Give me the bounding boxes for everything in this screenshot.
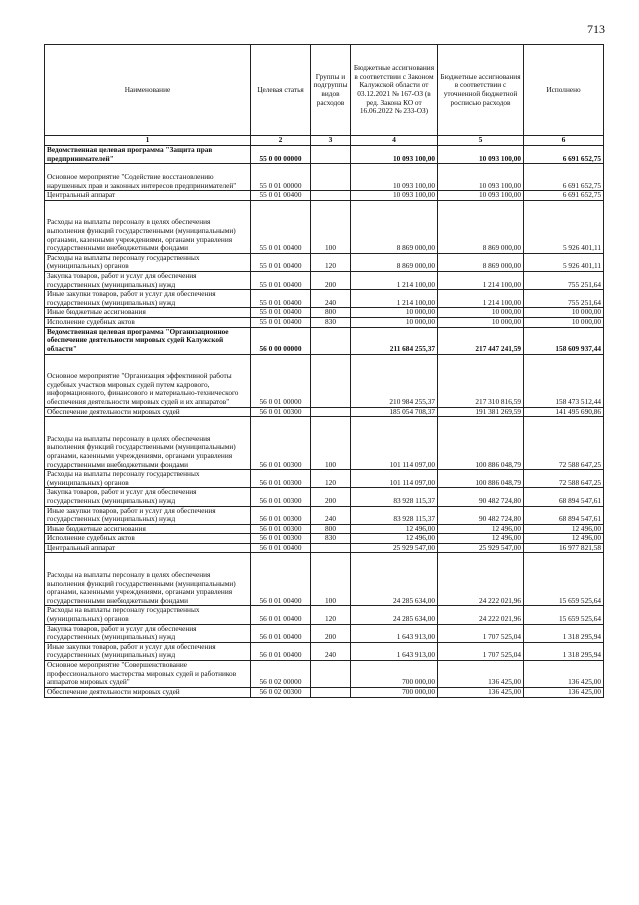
row-executed-amount: 6 691 652,75 [524, 191, 604, 201]
row-law-amount: 8 869 000,00 [351, 253, 438, 271]
row-group: 100 [311, 200, 351, 253]
table-row [45, 624, 604, 642]
header-code: Целевая статья [251, 45, 311, 136]
column-number: 2 [251, 136, 311, 146]
column-number: 3 [311, 136, 351, 146]
row-name: Закупка товаров, работ и услуг для обеспечения государственных (муниципальных) нужд [45, 488, 251, 506]
row-code: 56 0 01 00300 [251, 470, 311, 488]
budget-table [44, 44, 604, 698]
row-group: 830 [311, 317, 351, 327]
table-row [45, 327, 604, 354]
row-refined-amount: 10 093 100,00 [438, 146, 524, 164]
row-group: 200 [311, 271, 351, 289]
row-code: 56 0 01 00300 [251, 488, 311, 506]
table-row [45, 253, 604, 271]
row-law-amount: 211 684 255,37 [351, 327, 438, 354]
row-law-amount: 10 093 100,00 [351, 191, 438, 201]
row-group [311, 327, 351, 354]
row-code: 55 0 01 00400 [251, 317, 311, 327]
row-refined-amount: 8 869 000,00 [438, 253, 524, 271]
row-group: 830 [311, 534, 351, 544]
row-group [311, 661, 351, 688]
row-code: 55 0 01 00400 [251, 308, 311, 318]
row-law-amount: 10 093 100,00 [351, 164, 438, 191]
table-row [45, 191, 604, 201]
row-law-amount: 83 928 115,37 [351, 488, 438, 506]
row-executed-amount: 12 496,00 [524, 524, 604, 534]
row-name: Ведомственная целевая программа "Организационное обеспечение деятельности мировых судей Калужской области" [45, 327, 251, 354]
row-law-amount: 10 000,00 [351, 317, 438, 327]
row-refined-amount: 100 886 048,79 [438, 470, 524, 488]
header-executed: Исполнено [524, 45, 604, 136]
row-refined-amount: 12 496,00 [438, 524, 524, 534]
row-code: 56 0 01 00400 [251, 624, 311, 642]
row-code: 56 0 01 00400 [251, 606, 311, 624]
row-name: Расходы на выплаты персоналу государственных (муниципальных) органов [45, 470, 251, 488]
row-law-amount: 101 114 097,00 [351, 470, 438, 488]
table-row [45, 661, 604, 688]
row-refined-amount: 90 482 724,80 [438, 488, 524, 506]
table-row [45, 354, 604, 407]
row-group [311, 407, 351, 417]
row-name: Закупка товаров, работ и услуг для обеспечения государственных (муниципальных) нужд [45, 271, 251, 289]
row-group: 120 [311, 470, 351, 488]
row-group: 200 [311, 624, 351, 642]
row-executed-amount: 68 894 547,61 [524, 506, 604, 524]
table-row [45, 688, 604, 698]
table-row [45, 488, 604, 506]
row-name: Иные бюджетные ассигнования [45, 524, 251, 534]
row-law-amount: 24 285 634,00 [351, 606, 438, 624]
row-code: 56 0 02 00300 [251, 688, 311, 698]
row-group: 120 [311, 253, 351, 271]
table-row [45, 506, 604, 524]
row-refined-amount: 10 000,00 [438, 317, 524, 327]
row-group [311, 543, 351, 553]
table-row [45, 200, 604, 253]
row-code: 55 0 00 00000 [251, 146, 311, 164]
row-law-amount: 101 114 097,00 [351, 417, 438, 470]
row-executed-amount: 755 251,64 [524, 290, 604, 308]
row-executed-amount: 16 977 821,58 [524, 543, 604, 553]
row-refined-amount: 1 707 525,04 [438, 642, 524, 660]
row-law-amount: 12 496,00 [351, 524, 438, 534]
row-refined-amount: 90 482 724,80 [438, 506, 524, 524]
row-group [311, 146, 351, 164]
row-executed-amount: 141 495 690,86 [524, 407, 604, 417]
table-row [45, 524, 604, 534]
row-refined-amount: 24 222 021,96 [438, 606, 524, 624]
row-group [311, 164, 351, 191]
row-executed-amount: 6 691 652,75 [524, 164, 604, 191]
row-law-amount: 700 000,00 [351, 688, 438, 698]
table-row [45, 642, 604, 660]
row-law-amount: 700 000,00 [351, 661, 438, 688]
header-refined: Бюджетные ассигнования в соответствии с уточненной бюджетной росписью расходов [438, 45, 524, 136]
row-code: 55 0 01 00400 [251, 271, 311, 289]
row-refined-amount: 191 381 269,59 [438, 407, 524, 417]
table-row [45, 417, 604, 470]
row-refined-amount: 217 447 241,59 [438, 327, 524, 354]
row-code: 55 0 01 00000 [251, 164, 311, 191]
row-name: Основное мероприятие "Организация эффективной работы судебных участков мировых судей путем кадрового, информационного, финансового и материально-технического обеспечения деятельности мировых судей и их аппаратов" [45, 354, 251, 407]
row-refined-amount: 217 310 816,59 [438, 354, 524, 407]
row-name: Расходы на выплаты персоналу в целях обеспечения выполнения функций государственными (муниципальными) органами, казенными учреждениями, органами управления государственными внебюджетными фондами [45, 417, 251, 470]
row-code: 55 0 01 00400 [251, 253, 311, 271]
row-law-amount: 1 643 913,00 [351, 624, 438, 642]
row-refined-amount: 10 000,00 [438, 308, 524, 318]
row-name: Иные закупки товаров, работ и услуг для обеспечения государственных (муниципальных) нужд [45, 506, 251, 524]
row-executed-amount: 10 000,00 [524, 317, 604, 327]
table-row [45, 146, 604, 164]
row-name: Центральный аппарат [45, 191, 251, 201]
row-name: Центральный аппарат [45, 543, 251, 553]
table-row [45, 553, 604, 606]
row-group: 100 [311, 553, 351, 606]
table-row [45, 308, 604, 318]
row-executed-amount: 10 000,00 [524, 308, 604, 318]
row-group: 800 [311, 308, 351, 318]
row-law-amount: 10 093 100,00 [351, 146, 438, 164]
row-code: 56 0 00 00000 [251, 327, 311, 354]
header-name: Наименование [45, 45, 251, 136]
header-group: Группы и подгруппы видов расходов [311, 45, 351, 136]
row-law-amount: 1 214 100,00 [351, 271, 438, 289]
row-executed-amount: 6 691 652,75 [524, 146, 604, 164]
row-refined-amount: 100 886 048,79 [438, 417, 524, 470]
row-law-amount: 1 643 913,00 [351, 642, 438, 660]
row-law-amount: 24 285 634,00 [351, 553, 438, 606]
row-executed-amount: 5 926 401,11 [524, 253, 604, 271]
row-refined-amount: 25 929 547,00 [438, 543, 524, 553]
row-law-amount: 210 984 255,37 [351, 354, 438, 407]
row-name: Обеспечение деятельности мировых судей [45, 407, 251, 417]
row-code: 56 0 01 00300 [251, 407, 311, 417]
row-refined-amount: 136 425,00 [438, 661, 524, 688]
row-law-amount: 25 929 547,00 [351, 543, 438, 553]
row-law-amount: 83 928 115,37 [351, 506, 438, 524]
row-group: 100 [311, 417, 351, 470]
row-executed-amount: 136 425,00 [524, 688, 604, 698]
row-executed-amount: 12 496,00 [524, 534, 604, 544]
row-name: Расходы на выплаты персоналу государственных (муниципальных) органов [45, 606, 251, 624]
table-row [45, 534, 604, 544]
row-executed-amount: 158 609 937,44 [524, 327, 604, 354]
page-number: 713 [587, 22, 605, 36]
table-row [45, 164, 604, 191]
row-name: Обеспечение деятельности мировых судей [45, 688, 251, 698]
row-executed-amount: 136 425,00 [524, 661, 604, 688]
row-group: 240 [311, 506, 351, 524]
row-executed-amount: 1 318 295,94 [524, 642, 604, 660]
row-group: 800 [311, 524, 351, 534]
row-executed-amount: 1 318 295,94 [524, 624, 604, 642]
row-name: Иные бюджетные ассигнования [45, 308, 251, 318]
row-code: 56 0 01 00400 [251, 543, 311, 553]
row-name: Исполнение судебных актов [45, 534, 251, 544]
row-executed-amount: 5 926 401,11 [524, 200, 604, 253]
row-executed-amount: 72 588 647,25 [524, 417, 604, 470]
column-number-row [45, 136, 604, 146]
row-code: 55 0 01 00400 [251, 191, 311, 201]
table-row [45, 290, 604, 308]
row-group: 240 [311, 642, 351, 660]
row-code: 55 0 01 00400 [251, 290, 311, 308]
row-name: Закупка товаров, работ и услуг для обеспечения государственных (муниципальных) нужд [45, 624, 251, 642]
row-code: 56 0 01 00300 [251, 524, 311, 534]
column-number: 4 [351, 136, 438, 146]
row-law-amount: 12 496,00 [351, 534, 438, 544]
row-executed-amount: 72 588 647,25 [524, 470, 604, 488]
row-law-amount: 1 214 100,00 [351, 290, 438, 308]
table-row [45, 317, 604, 327]
row-law-amount: 185 054 708,37 [351, 407, 438, 417]
row-refined-amount: 10 093 100,00 [438, 164, 524, 191]
row-refined-amount: 24 222 021,96 [438, 553, 524, 606]
row-executed-amount: 68 894 547,61 [524, 488, 604, 506]
row-executed-amount: 15 659 525,64 [524, 553, 604, 606]
row-name: Расходы на выплаты персоналу государственных (муниципальных) органов [45, 253, 251, 271]
row-refined-amount: 136 425,00 [438, 688, 524, 698]
row-refined-amount: 10 093 100,00 [438, 191, 524, 201]
column-number: 1 [45, 136, 251, 146]
row-name: Иные закупки товаров, работ и услуг для обеспечения государственных (муниципальных) нужд [45, 642, 251, 660]
row-law-amount: 10 000,00 [351, 308, 438, 318]
row-name: Ведомственная целевая программа "Защита прав предпринимателей" [45, 146, 251, 164]
row-code: 56 0 01 00400 [251, 642, 311, 660]
row-refined-amount: 1 214 100,00 [438, 290, 524, 308]
row-refined-amount: 1 214 100,00 [438, 271, 524, 289]
row-code: 56 0 01 00000 [251, 354, 311, 407]
table-row [45, 407, 604, 417]
row-group [311, 688, 351, 698]
row-name: Основное мероприятие "Совершенствование профессионального мастерства мировых судей и работников аппаратов мировых судей" [45, 661, 251, 688]
table-row [45, 543, 604, 553]
column-number: 6 [524, 136, 604, 146]
row-group: 120 [311, 606, 351, 624]
row-name: Расходы на выплаты персоналу в целях обеспечения выполнения функций государственными (муниципальными) органами, казенными учреждениями, органами управления государственными внебюджетными фондами [45, 553, 251, 606]
row-name: Исполнение судебных актов [45, 317, 251, 327]
header-law: Бюджетные ассигнования в соответствии с Законом Калужской области от 03.12.2021 № 167-ОЗ (в ред. Закона КО от 16.06.2022 № 233-ОЗ) [351, 45, 438, 136]
row-code: 56 0 01 00400 [251, 553, 311, 606]
table-row [45, 271, 604, 289]
row-code: 55 0 01 00400 [251, 200, 311, 253]
table-row [45, 470, 604, 488]
row-name: Основное мероприятие "Содействие восстановлению нарушенных прав и законных интересов предпринимателей" [45, 164, 251, 191]
row-name: Расходы на выплаты персоналу в целях обеспечения выполнения функций государственными (муниципальными) органами, казенными учреждениями, органами управления государственными внебюджетными фондами [45, 200, 251, 253]
row-refined-amount: 12 496,00 [438, 534, 524, 544]
row-refined-amount: 1 707 525,04 [438, 624, 524, 642]
table-row [45, 606, 604, 624]
row-code: 56 0 01 00300 [251, 506, 311, 524]
row-law-amount: 8 869 000,00 [351, 200, 438, 253]
table-header-row [45, 45, 604, 136]
column-number: 5 [438, 136, 524, 146]
row-group [311, 191, 351, 201]
table-body [45, 146, 604, 698]
row-code: 56 0 01 00300 [251, 417, 311, 470]
row-group [311, 354, 351, 407]
row-group: 240 [311, 290, 351, 308]
row-executed-amount: 158 473 512,44 [524, 354, 604, 407]
row-code: 56 0 02 00000 [251, 661, 311, 688]
row-executed-amount: 755 251,64 [524, 271, 604, 289]
row-name: Иные закупки товаров, работ и услуг для обеспечения государственных (муниципальных) нужд [45, 290, 251, 308]
row-code: 56 0 01 00300 [251, 534, 311, 544]
row-refined-amount: 8 869 000,00 [438, 200, 524, 253]
row-executed-amount: 15 659 525,64 [524, 606, 604, 624]
row-group: 200 [311, 488, 351, 506]
